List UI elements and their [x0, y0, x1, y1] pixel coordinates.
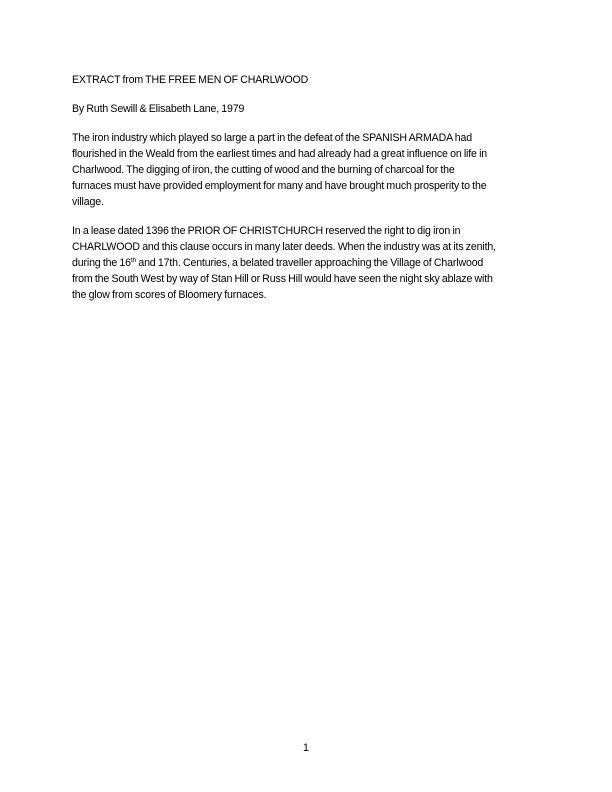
paragraph-line: In a lease dated 1396 the PRIOR OF CHRISTCHURCH reserved the right to dig iron in: [72, 225, 461, 237]
paragraph-line: furnaces must have provided employment for many and have brought much prosperity to the: [72, 180, 487, 192]
line-segment: during the 16: [72, 257, 131, 269]
byline-text: By Ruth Sewill & Elisabeth Lane, 1979: [72, 103, 245, 115]
paragraph-line: village.: [72, 196, 104, 208]
paragraph-line: from the South West by way of Stan Hill or Russ Hill would have seen the night sky ablaze with: [72, 273, 493, 285]
paragraph-line: flourished in the Weald from the earliest times and had already had a great influence on life in: [72, 148, 488, 160]
page-number: 1: [303, 742, 309, 754]
paragraph-lease: [72, 223, 542, 303]
paragraph-line: the glow from scores of Bloomery furnaces.: [72, 289, 267, 301]
heading-text: EXTRACT from THE FREE MEN OF CHARLWOOD: [72, 74, 309, 86]
document-body: [72, 72, 542, 316]
document-heading: [72, 72, 542, 88]
paragraph-line-with-superscript: [72, 255, 542, 271]
document-byline: [72, 101, 542, 117]
line-segment: and 17th. Centuries, a belated traveller approaching the Village of Charlwood: [136, 257, 484, 269]
paragraph-line: CHARLWOOD and this clause occurs in many later deeds. When the industry was at its zenith,: [72, 241, 496, 253]
paragraph-line: Charlwood. The digging of iron, the cutting of wood and the burning of charcoal for the: [72, 164, 455, 176]
paragraph-line: The iron industry which played so large a part in the defeat of the SPANISH ARMADA had: [72, 132, 472, 144]
ordinal-superscript: th: [130, 257, 137, 264]
paragraph-iron-industry: [72, 130, 542, 210]
